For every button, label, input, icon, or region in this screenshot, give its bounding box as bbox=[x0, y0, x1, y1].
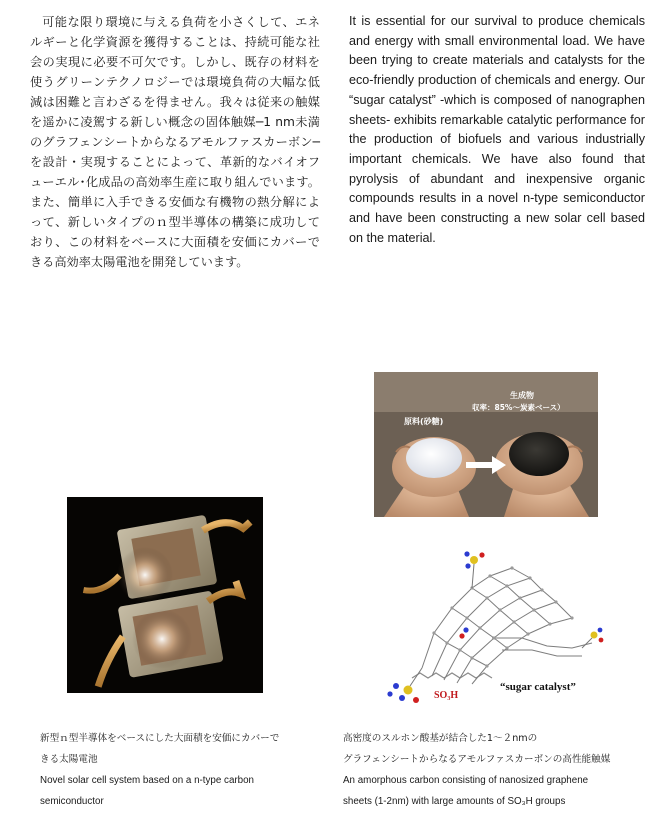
graphene-structure-diagram bbox=[372, 538, 608, 708]
solar-cell-caption bbox=[40, 728, 310, 812]
intro-english: It is essential for our survival to produce chemicals and energy with small environmental load. We have been trying to create materials and catalysts for the eco-friendly production of chemicals and energy. Our “sugar catalyst” -which is composed of nanographen sheets- exhibits remarkable catalytic performance for the production of biofuels and various industrially important chemicals. We have also found that pyrolysis of abundant and inexpensive organic compounds results in a novel n-type semiconductor and have been constructing a new solar cell based on the material. bbox=[349, 14, 645, 245]
catalyst-caption-en-2: sheets (1-2nm) with large amounts of SO₃H groups bbox=[343, 796, 566, 807]
solar-cell-photo bbox=[67, 497, 263, 693]
so3h-group-bottom-left bbox=[387, 668, 422, 703]
product-label: 生成物 bbox=[510, 391, 534, 400]
so3h-group-top bbox=[464, 551, 484, 588]
catalyst-caption-ja-2: グラフェンシートからなるアモルファスカーボンの高性能触媒 bbox=[343, 754, 611, 765]
catalyst-caption-en-1: An amorphous carbon consisting of nanosized graphene bbox=[343, 775, 589, 786]
sugar-to-carbon-photo bbox=[374, 372, 598, 517]
intro-japanese: 可能な限り環境に与える負荷を小さくして、エネルギーと化学資源を獲得することは、持続可能な社会の実現に必要不可欠です。しかし、既存の材料を使うグリーンテクノロジーでは環境負荷の大幅な低減は困難と言わざるを得ません。我々は従来の触媒を遥かに凌駕する新しい概念の固体触媒─1 nm未満のグラフェンシートからなるアモルファスカーボン─を設計・実現することによって、革新的なバイオフューエル･化成品の高効率生産に取り組んでいます。また、簡単に入手できる安価な有機物の熱分解によって、新しいタイプのｎ型半導体の構築に成功しており、この材料をベースに大面積を安価にカバーできる高効率太陽電池を開発しています。 bbox=[30, 15, 320, 269]
graphene-svg bbox=[372, 538, 608, 708]
yield-label: 収率：85%〜炭素ベース） bbox=[472, 403, 565, 412]
sugar-catalyst-label: “sugar catalyst” bbox=[500, 681, 576, 693]
catalyst-caption-ja-1: 高密度のスルホン酸基が結合した1〜２nmの bbox=[343, 733, 538, 744]
solar-cell-caption-ja-1: 新型ｎ型半導体をベースにした大面積を安価にカバーで bbox=[40, 733, 280, 744]
solar-cell-caption-en-2: semiconductor bbox=[40, 796, 104, 807]
hands-illustration bbox=[374, 372, 598, 517]
so3h-label: SO₃H bbox=[434, 690, 459, 701]
catalyst-caption bbox=[343, 728, 643, 812]
so3h-group-right bbox=[582, 628, 603, 648]
solar-cell-illustration bbox=[67, 497, 263, 693]
so3h-group-middle bbox=[459, 627, 468, 638]
raw-material-label: 原料(砂糖) bbox=[404, 417, 444, 426]
solar-cell-caption-en-1: Novel solar cell system based on a n-type carbon bbox=[40, 775, 255, 786]
solar-cell-caption-ja-2: きる太陽電池 bbox=[40, 754, 98, 765]
